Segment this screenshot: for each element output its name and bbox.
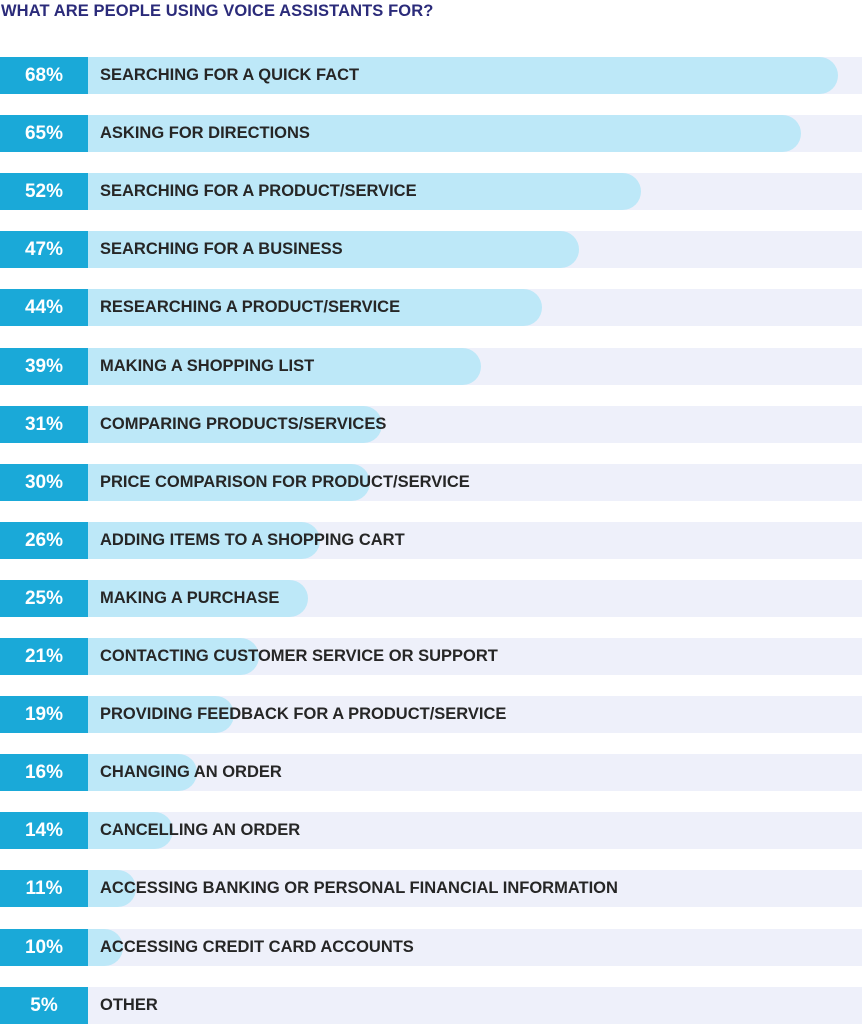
bar-value-label: 39%: [0, 348, 88, 385]
bar-row: [0, 464, 862, 501]
chart-title: WHAT ARE PEOPLE USING VOICE ASSISTANTS FOR?: [1, 2, 434, 20]
bar-row: [0, 580, 862, 617]
bar-row: [0, 173, 862, 210]
bar-row: [0, 522, 862, 559]
bar-value-label: 68%: [0, 57, 88, 94]
bar-row: [0, 870, 862, 907]
bar-value-label: 26%: [0, 522, 88, 559]
bar-row: [0, 57, 862, 94]
bar-category-label: CONTACTING CUSTOMER SERVICE OR SUPPORT: [100, 647, 498, 665]
bar-value-label: 5%: [0, 987, 88, 1024]
bar-value-label: 16%: [0, 754, 88, 791]
bar-row: [0, 348, 862, 385]
bar-category-label: ACCESSING BANKING OR PERSONAL FINANCIAL INFORMATION: [100, 879, 618, 898]
bar-value-label: 65%: [0, 115, 88, 152]
bar-row: [0, 812, 862, 849]
bar-category-label: OTHER: [100, 995, 158, 1014]
bar-category-label: CHANGING AN ORDER: [100, 763, 282, 782]
bar-row: [0, 754, 862, 791]
bar-value-label: 25%: [0, 580, 88, 617]
bar-value-label: 11%: [0, 870, 88, 907]
bar-category-label: SEARCHING FOR A PRODUCT/SERVICE: [100, 182, 417, 201]
bar-category-label: RESEARCHING A PRODUCT/SERVICE: [100, 298, 401, 317]
bar-row: [0, 696, 862, 733]
bar-value-label: 47%: [0, 231, 88, 268]
bar-row: [0, 406, 862, 443]
bar-value-label: 31%: [0, 406, 88, 443]
bar-value-label: 30%: [0, 464, 88, 501]
bar-category-label: PROVIDING FEEDBACK FOR A PRODUCT/SERVICE: [100, 705, 507, 724]
bar-value-label: 19%: [0, 696, 88, 733]
bar-value-label: 14%: [0, 812, 88, 849]
bar-row: [0, 289, 862, 326]
bar-row: [0, 638, 862, 675]
bar-category-label: ASKING FOR DIRECTIONS: [100, 124, 310, 143]
bar-row: [0, 929, 862, 966]
bar-category-label: CANCELLING AN ORDER: [100, 821, 301, 840]
bar-value-label: 44%: [0, 289, 88, 326]
bar-category-label: ACCESSING CREDIT CARD ACCOUNTS: [100, 937, 414, 956]
bar-category-label: PRICE COMPARISON FOR PRODUCT/SERVICE: [100, 472, 470, 491]
bar-value-label: 10%: [0, 929, 88, 966]
bar-category-label: ADDING ITEMS TO A SHOPPING CART: [100, 530, 405, 549]
bar-row: [0, 231, 862, 268]
bar-row: [0, 115, 862, 152]
bar-row: [0, 987, 862, 1024]
bar-value-label: 21%: [0, 638, 88, 675]
bar-category-label: SEARCHING FOR A BUSINESS: [100, 240, 343, 259]
bar-category-label: COMPARING PRODUCTS/SERVICES: [100, 414, 387, 433]
bar-category-label: MAKING A PURCHASE: [100, 588, 280, 607]
bar-category-label: MAKING A SHOPPING LIST: [100, 356, 315, 375]
bar-category-label: SEARCHING FOR A QUICK FACT: [100, 66, 360, 84]
bar-value-label: 52%: [0, 173, 88, 210]
